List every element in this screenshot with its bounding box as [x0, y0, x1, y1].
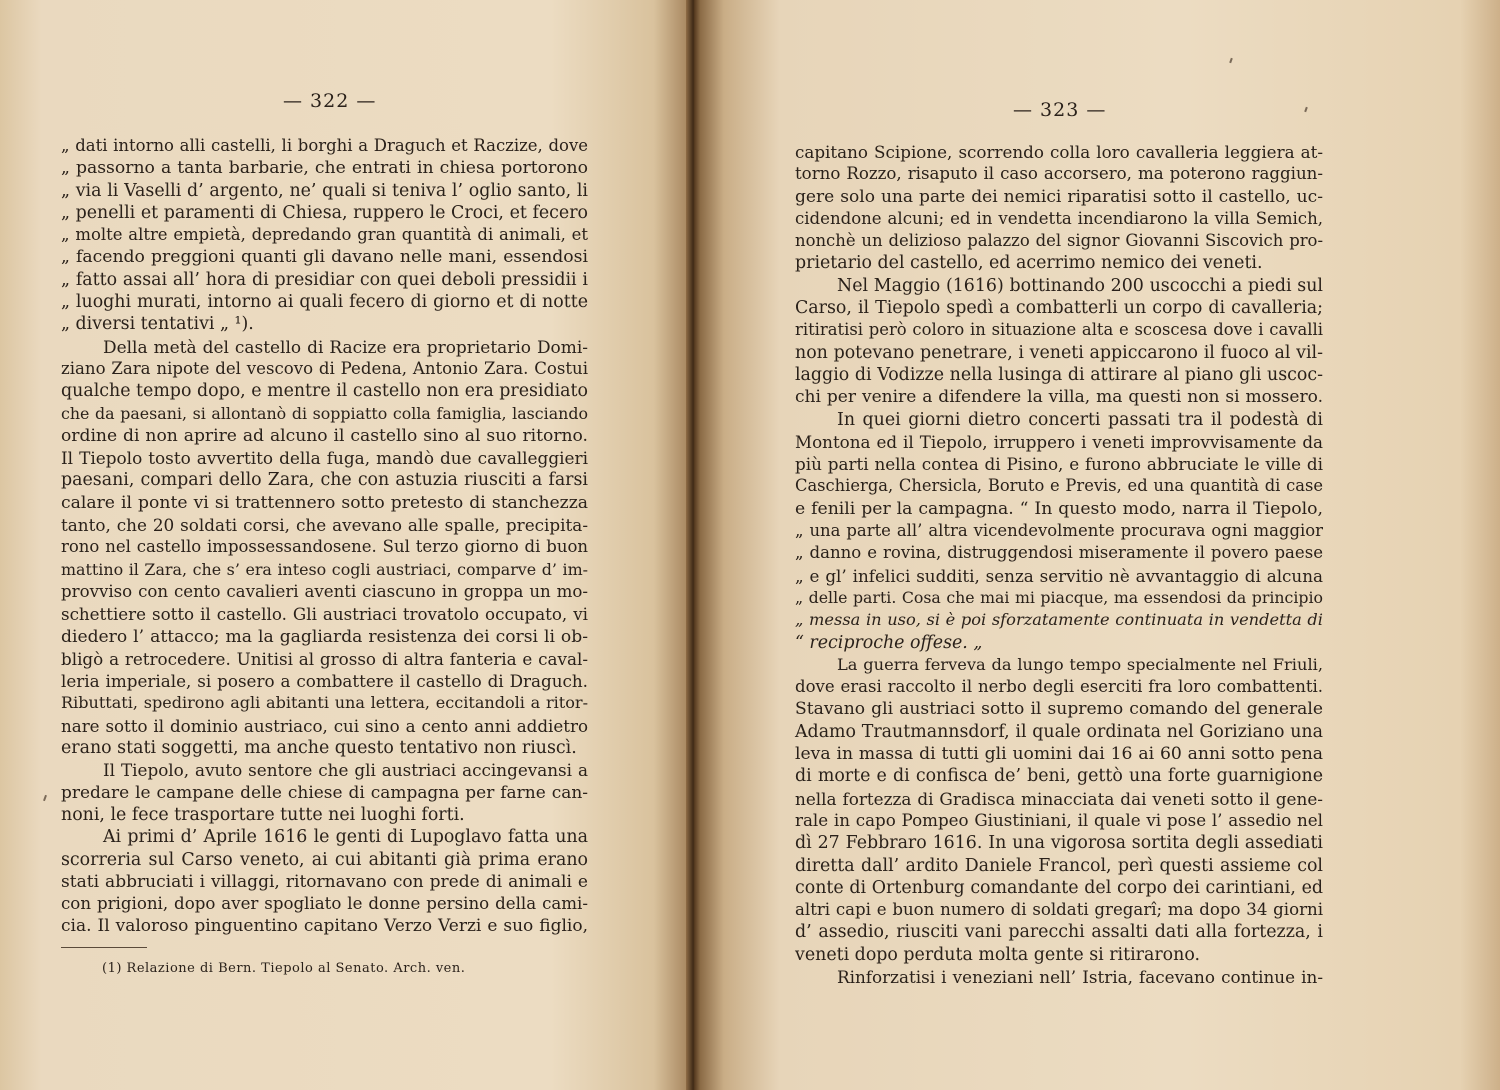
- text-line: stati abbruciati i villaggi, ritornavano con prede di animali e: [61, 871, 588, 892]
- text-line: che da paesani, si allontanò di soppiatto colla famiglia, lasciando: [61, 403, 588, 423]
- page-number-322: — 322 —: [283, 90, 377, 112]
- text-line: e fenili per la campagna. “ In questo modo, narra il Tiepolo,: [795, 498, 1323, 519]
- text-line: „ diversi tentativi „ ¹).: [61, 314, 254, 335]
- text-line: qualche tempo dopo, e mentre il castello non era presidiato: [61, 381, 588, 402]
- text-line: Montona ed il Tiepolo, irruppero i veneti improvvisamente da: [795, 431, 1323, 452]
- text-line: altri capi e buon numero di soldati gregarî; ma dopo 34 giorni: [795, 900, 1323, 920]
- text-line: veneti dopo perduta molta gente si ritirarono.: [795, 944, 1201, 965]
- text-line: „ via li Vaselli d’ argento, ne’ quali si teniva l’ oglio santo, li: [61, 180, 588, 201]
- text-line: diretta dall’ ardito Daniele Francol, perì questi assieme col: [795, 855, 1323, 876]
- text-line: „ facendo preggioni quanti gli davano nelle mani, essendosi: [61, 247, 588, 268]
- text-line: In quei giorni dietro concerti passati tra il podestà di: [837, 409, 1323, 430]
- text-line: La guerra ferveva da lungo tempo specialmente nel Friuli,: [837, 654, 1323, 674]
- footnote-rule: [61, 947, 147, 948]
- text-line: „ luoghi murati, intorno ai quali fecero di giorno et di notte: [61, 292, 588, 313]
- text-line: „ penelli et paramenti di Chiesa, ruppero le Croci, et fecero: [61, 202, 588, 223]
- text-line: bligò a retrocedere. Unitisi al grosso di altra fanteria e caval-: [61, 648, 588, 669]
- text-line: prietario del castello, ed acerrimo nemico dei veneti.: [795, 253, 1263, 274]
- text-line: più parti nella contea di Pisino, e furono abbruciate le ville di: [795, 454, 1323, 475]
- left-page-body: [61, 135, 588, 938]
- text-line: Della metà del castello di Racize era proprietario Domi-: [103, 336, 588, 357]
- text-line: ritiratisi però coloro in situazione alta e scoscesa dove i cavalli: [795, 320, 1323, 340]
- left-page: [0, 0, 688, 1090]
- text-line: con prigioni, dopo aver spogliato le donne persino della cami-: [61, 894, 588, 914]
- text-line: „ una parte all’ altra vicendevolmente procurava ogni maggior: [795, 521, 1323, 541]
- text-line: Rinforzatisi i veneziani nell’ Istria, facevano continue in-: [837, 966, 1323, 987]
- text-line: Nel Maggio (1616) bottinando 200 uscocchi a piedi sul: [837, 275, 1323, 296]
- text-line: d’ assedio, riusciti vani parecchi assalti dati alla fortezza, i: [795, 922, 1323, 943]
- text-line: dì 27 Febbraro 1616. In una vigorosa sortita degli assediati: [795, 833, 1323, 854]
- text-line: „ molte altre empietà, depredando gran quantità di animali, et: [61, 225, 588, 245]
- text-line: Stavano gli austriaci sotto il supremo comando del generale: [795, 699, 1323, 720]
- text-line: rono nel castello impossessandosene. Sul terzo giorno di buon: [61, 537, 588, 557]
- text-line: nonchè un delizioso palazzo del signor Giovanni Siscovich pro-: [795, 231, 1323, 251]
- text-line: di morte e di confisca de’ beni, gettò una forte guarnigione: [795, 766, 1323, 787]
- paper-speck: [43, 795, 47, 801]
- text-line: „ passorno a tanta barbarie, che entrati in chiesa portorono: [61, 158, 588, 179]
- text-line: Il Tiepolo tosto avvertito della fuga, mandò due cavalleggieri: [61, 448, 588, 469]
- text-line: rale in capo Pompeo Giustiniani, il quale vi pose l’ assedio nel: [795, 810, 1323, 830]
- text-line: chi per venire a difendere la villa, ma questi non si mossero.: [795, 387, 1323, 408]
- text-line: „ delle parti. Cosa che mai mi piacque, ma essendosi da principio: [795, 587, 1323, 607]
- text-line: laggio di Vodizze nella lusinga di attirare al piano gli uscoc-: [795, 364, 1323, 385]
- text-line: provviso con cento cavalieri aventi ciascuno in groppa un mo-: [61, 581, 588, 601]
- text-line: schettiere sotto il castello. Gli austriaci trovatolo occupato, vi: [61, 604, 588, 625]
- text-line: Il Tiepolo, avuto sentore che gli austriaci accingevansi a: [103, 760, 588, 781]
- text-line: Caschierga, Chersicla, Boruto e Previs, ed una quantità di case: [795, 476, 1323, 496]
- right-page-body: [795, 141, 1323, 988]
- text-line: Adamo Trautmannsdorf, il quale ordinata nel Goriziano una: [795, 721, 1323, 742]
- text-line: „ e gl’ infelici sudditi, senza servitio nè avvantaggio di alcuna: [795, 565, 1323, 586]
- footnote: (1) Relazione di Bern. Tiepolo al Senato. Arch. ven.: [102, 961, 466, 976]
- text-line: nella fortezza di Gradisca minacciata dai veneti sotto il gene-: [795, 788, 1323, 809]
- text-line: erano stati soggetti, ma anche questo tentativo non riuscì.: [61, 738, 577, 759]
- text-line: „ dati intorno alli castelli, li borghi a Draguch et Raczize, dove: [61, 136, 588, 155]
- text-line: tanto, che 20 soldati corsi, che avevano alle spalle, precipita-: [61, 515, 588, 536]
- text-line-italic: “ reciproche offese. „: [795, 632, 983, 653]
- right-page: [700, 0, 1500, 1090]
- text-line: scorreria sul Carso veneto, ai cui abitanti già prima erano: [61, 849, 588, 870]
- text-line: „ danno e rovina, distruggendosi miseramente il povero paese: [795, 543, 1323, 563]
- text-line: paesani, compari dello Zara, che con astuzia riusciti a farsi: [61, 470, 588, 491]
- paper-speck: [1304, 107, 1308, 112]
- text-line: „ fatto assai all’ hora di presidiar con quei deboli pressidii i: [61, 269, 588, 290]
- text-line: cidendone alcuni; ed in vendetta incendiarono la villa Semich,: [795, 208, 1323, 228]
- text-line: ordine di non aprire ad alcuno il castello sino al suo ritorno.: [61, 425, 588, 446]
- text-line: Carso, il Tiepolo spedì a combatterli un corpo di cavalleria;: [795, 298, 1323, 319]
- text-line: mattino il Zara, che s’ era inteso cogli austriaci, comparve d’ im-: [61, 559, 588, 579]
- text-line: cia. Il valoroso pinguentino capitano Verzo Verzi e suo figlio,: [61, 916, 588, 937]
- text-line: calare il ponte vi si trattennero sotto pretesto di stanchezza: [61, 492, 588, 513]
- text-line: leria imperiale, si posero a combattere il castello di Draguch.: [61, 671, 588, 692]
- text-line: ziano Zara nipote del vescovo di Pedena, Antonio Zara. Costui: [61, 358, 588, 378]
- paper-speck: [1229, 58, 1233, 63]
- page-number-323: — 323 —: [1013, 99, 1107, 121]
- text-line: Ai primi d’ Aprile 1616 le genti di Lupoglavo fatta una: [103, 827, 588, 848]
- text-line-italic: „ messa in uso, si è poi sforzatamente continuata in vendetta di: [795, 610, 1323, 630]
- text-line: conte di Ortenburg comandante del corpo dei carintiani, ed: [795, 877, 1323, 898]
- text-line: torno Rozzo, risaputo il caso accorsero, ma poterono raggiun-: [795, 164, 1323, 184]
- text-line: predare le campane delle chiese di campagna per farne can-: [61, 782, 588, 803]
- text-line: Ributtati, spedirono agli abitanti una lettera, eccitandoli a ritor-: [61, 693, 588, 713]
- text-line: diedero l’ attacco; ma la gagliarda resistenza dei corsi li ob-: [61, 626, 588, 647]
- text-line: noni, le fece trasportare tutte nei luoghi forti.: [61, 804, 465, 825]
- text-line: nare sotto il dominio austriaco, cui sino a cento anni addietro: [61, 715, 588, 736]
- text-line: dove erasi raccolto il nerbo degli eserciti fra loro combattenti.: [795, 677, 1323, 697]
- text-line: gere solo una parte dei nemici riparatisi sotto il castello, uc-: [795, 186, 1323, 207]
- text-line: leva in massa di tutti gli uomini dai 16 ai 60 anni sotto pena: [795, 744, 1323, 765]
- text-line: capitano Scipione, scorrendo colla loro cavalleria leggiera at-: [795, 142, 1323, 162]
- text-line: non potevano penetrare, i veneti appiccarono il fuoco al vil-: [795, 342, 1323, 363]
